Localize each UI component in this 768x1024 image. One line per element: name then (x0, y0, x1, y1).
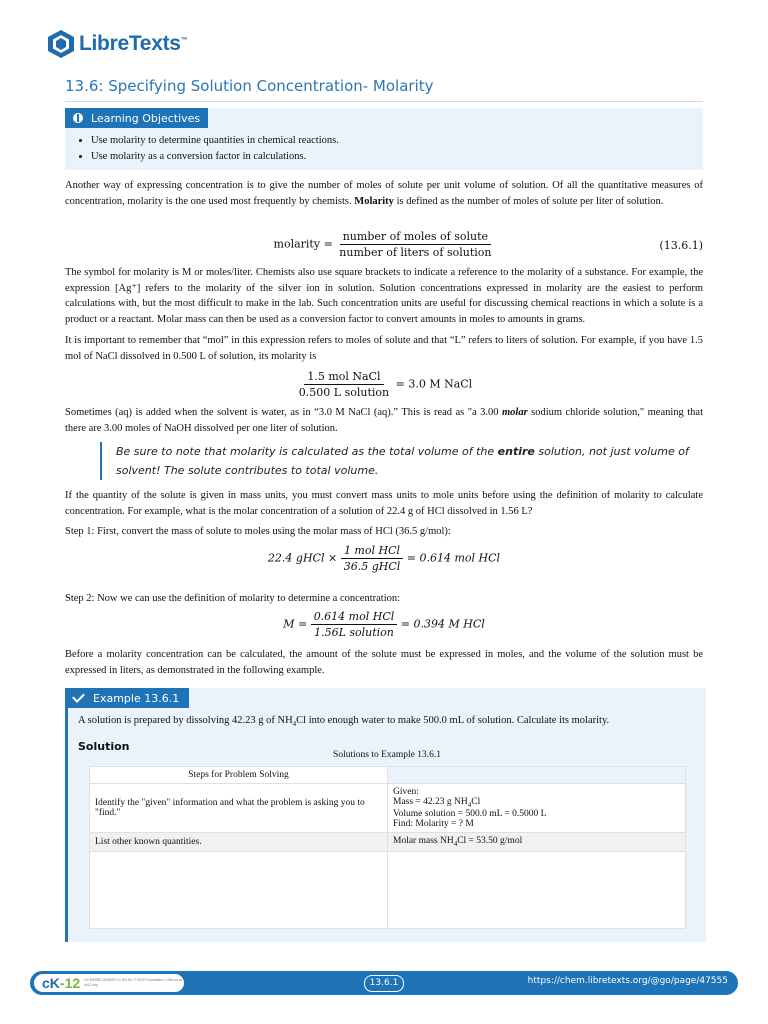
learning-objectives-label: Learning Objectives (91, 111, 201, 125)
ck12-logo: cK-12 (42, 975, 81, 991)
ck12-badge[interactable] (34, 974, 184, 992)
footer-bar (30, 971, 738, 995)
check-icon (72, 690, 85, 703)
example-box (65, 688, 706, 942)
header (46, 26, 187, 62)
learning-objectives-box (65, 108, 703, 170)
paragraph-example: It is important to remember that “mol” in this expression refers to moles of solute and that “L” refers to liters of solution. For example, if you have 1.5 mol of NaCl dissolved in 0.500 L of solution, its molarity is (65, 335, 703, 362)
license-fine-print: LICENSED UNDER CC BY-NC © 2020 Foundation • Visit us at ck12.org (84, 978, 182, 987)
info-icon (73, 113, 83, 123)
page-title: 13.6: Specifying Solution Concentration- Molarity (65, 77, 703, 102)
table-cell: Molar mass $NH_4Cl = 53.50$ g/mol (388, 832, 686, 851)
table-row (90, 784, 686, 833)
libretexts-logo-icon (46, 29, 76, 59)
example-tab (65, 688, 189, 708)
table-row (90, 832, 686, 851)
step-2: Step 2: Now we can use the definition of molarity to determine a concentration: (65, 593, 401, 604)
table-header-row (90, 767, 686, 784)
note-callout: Be sure to note that molarity is calculated as the total volume of the entire solution, not just volume of solvent! The solute contributes to total volume. (100, 442, 696, 480)
table-cell: Given: Mass = 42.23 g $NH_4Cl$ Volume solution = 500.0 mL = 0.5000 L Find: Molarity = ? M (388, 784, 686, 833)
table-cell: List other known quantities. (90, 832, 388, 851)
page-number: 13.6.1 (364, 975, 404, 992)
table-cell: Identify the "given" information and what the problem is asking you to "find." (90, 784, 388, 833)
learning-objectives-list (77, 133, 339, 165)
paragraph-intro: Another way of expressing concentration is to give the number of moles of solute per unit volume of solution. Of all the quantitative measures of concentration, molarity is the one used most frequently by chemists. Molarity is defined as the number of moles of solute per liter of solution. (65, 180, 703, 207)
table-header-cell: Steps for Problem Solving (90, 767, 388, 784)
paragraph-mass-units: If the quantity of the solute is given in mass units, you must convert mass units to mole units before using the definition of molarity to calculate concentration. For example, what is the molar concentration of a solution of 22.4 g of HCl dissolved in 1.56 L? (65, 490, 703, 517)
solution-heading: Solution (78, 740, 130, 753)
equation-molarity: molarity = $\frac{\text{number of moles of solute}}{\text{number of liters of solution}}$ (13.6.1) (273, 230, 703, 259)
equation-nacl: $\frac{\text{1.5 mol NaCl}}{\text{0.500 L solution}}$ = 3.0 M NaCl (298, 370, 473, 399)
paragraph-symbol: The symbol for molarity is M or moles/liter. Chemists also use square brackets to indicate a reference to the molarity of a substance. For example, the expression [Ag⁺] refers to the molarity of the silver ion in solution. Solution concentrations expressed in molarity are the easiest to perform calculations with, but the most difficult to make in the lab. Such concentration units are useful for discussing chemical reactions in which a solute is a product or a reactant. Molar mass can then be used as a conversion factor to convert amounts in moles to amounts in grams. (65, 267, 703, 325)
table-caption: Solutions to Example 13.6.1 (333, 750, 441, 760)
paragraph-before-example: Before a molarity concentration can be calculated, the amount of the solute must be expressed in moles, and the volume of the solution must be expressed in liters, as demonstrated in the following example. (65, 649, 703, 676)
example-label: Example 13.6.1 (93, 691, 180, 705)
equation-number: (13.6.1) (659, 239, 703, 252)
solution-table (89, 766, 686, 929)
table-row-empty (90, 851, 686, 928)
list-item: • Use molarity as a conversion factor in calculations. (91, 149, 339, 165)
equation-step1: 22.4 gHCl × $\frac{\text{1 mol HCl}}{\text{36.5 gHCl}}$ = 0.614 mol HCl (267, 544, 501, 573)
table-header-cell-empty (388, 767, 686, 784)
learning-objectives-tab (65, 108, 208, 128)
logo-text: LibreTexts™ (79, 32, 188, 55)
list-item: • Use molarity to determine quantities in chemical reactions. (91, 133, 339, 149)
paragraph-aq: Sometimes (aq) is added when the solvent is water, as in “3.0 M NaCl (aq).” This is read as "a 3.00 molar sodium chloride solution," meaning that there are 3.00 moles of NaOH dissolved per one liter of solution. (65, 407, 703, 434)
step-1: Step 1: First, convert the mass of solute to moles using the molar mass of HCl (36.5 g/mol): (65, 526, 451, 537)
example-problem: A solution is prepared by dissolving 42.23 g of $NH_4Cl$ into enough water to make 500.0 mL of solution. Calculate its molarity. (78, 715, 610, 729)
page-url-link[interactable]: https://chem.libretexts.org/@go/page/47555 (527, 976, 728, 986)
equation-step2: M = $\frac{\text{0.614 mol HCl}}{\text{1.56L solution}}$ = 0.394 M HCl (283, 610, 485, 639)
